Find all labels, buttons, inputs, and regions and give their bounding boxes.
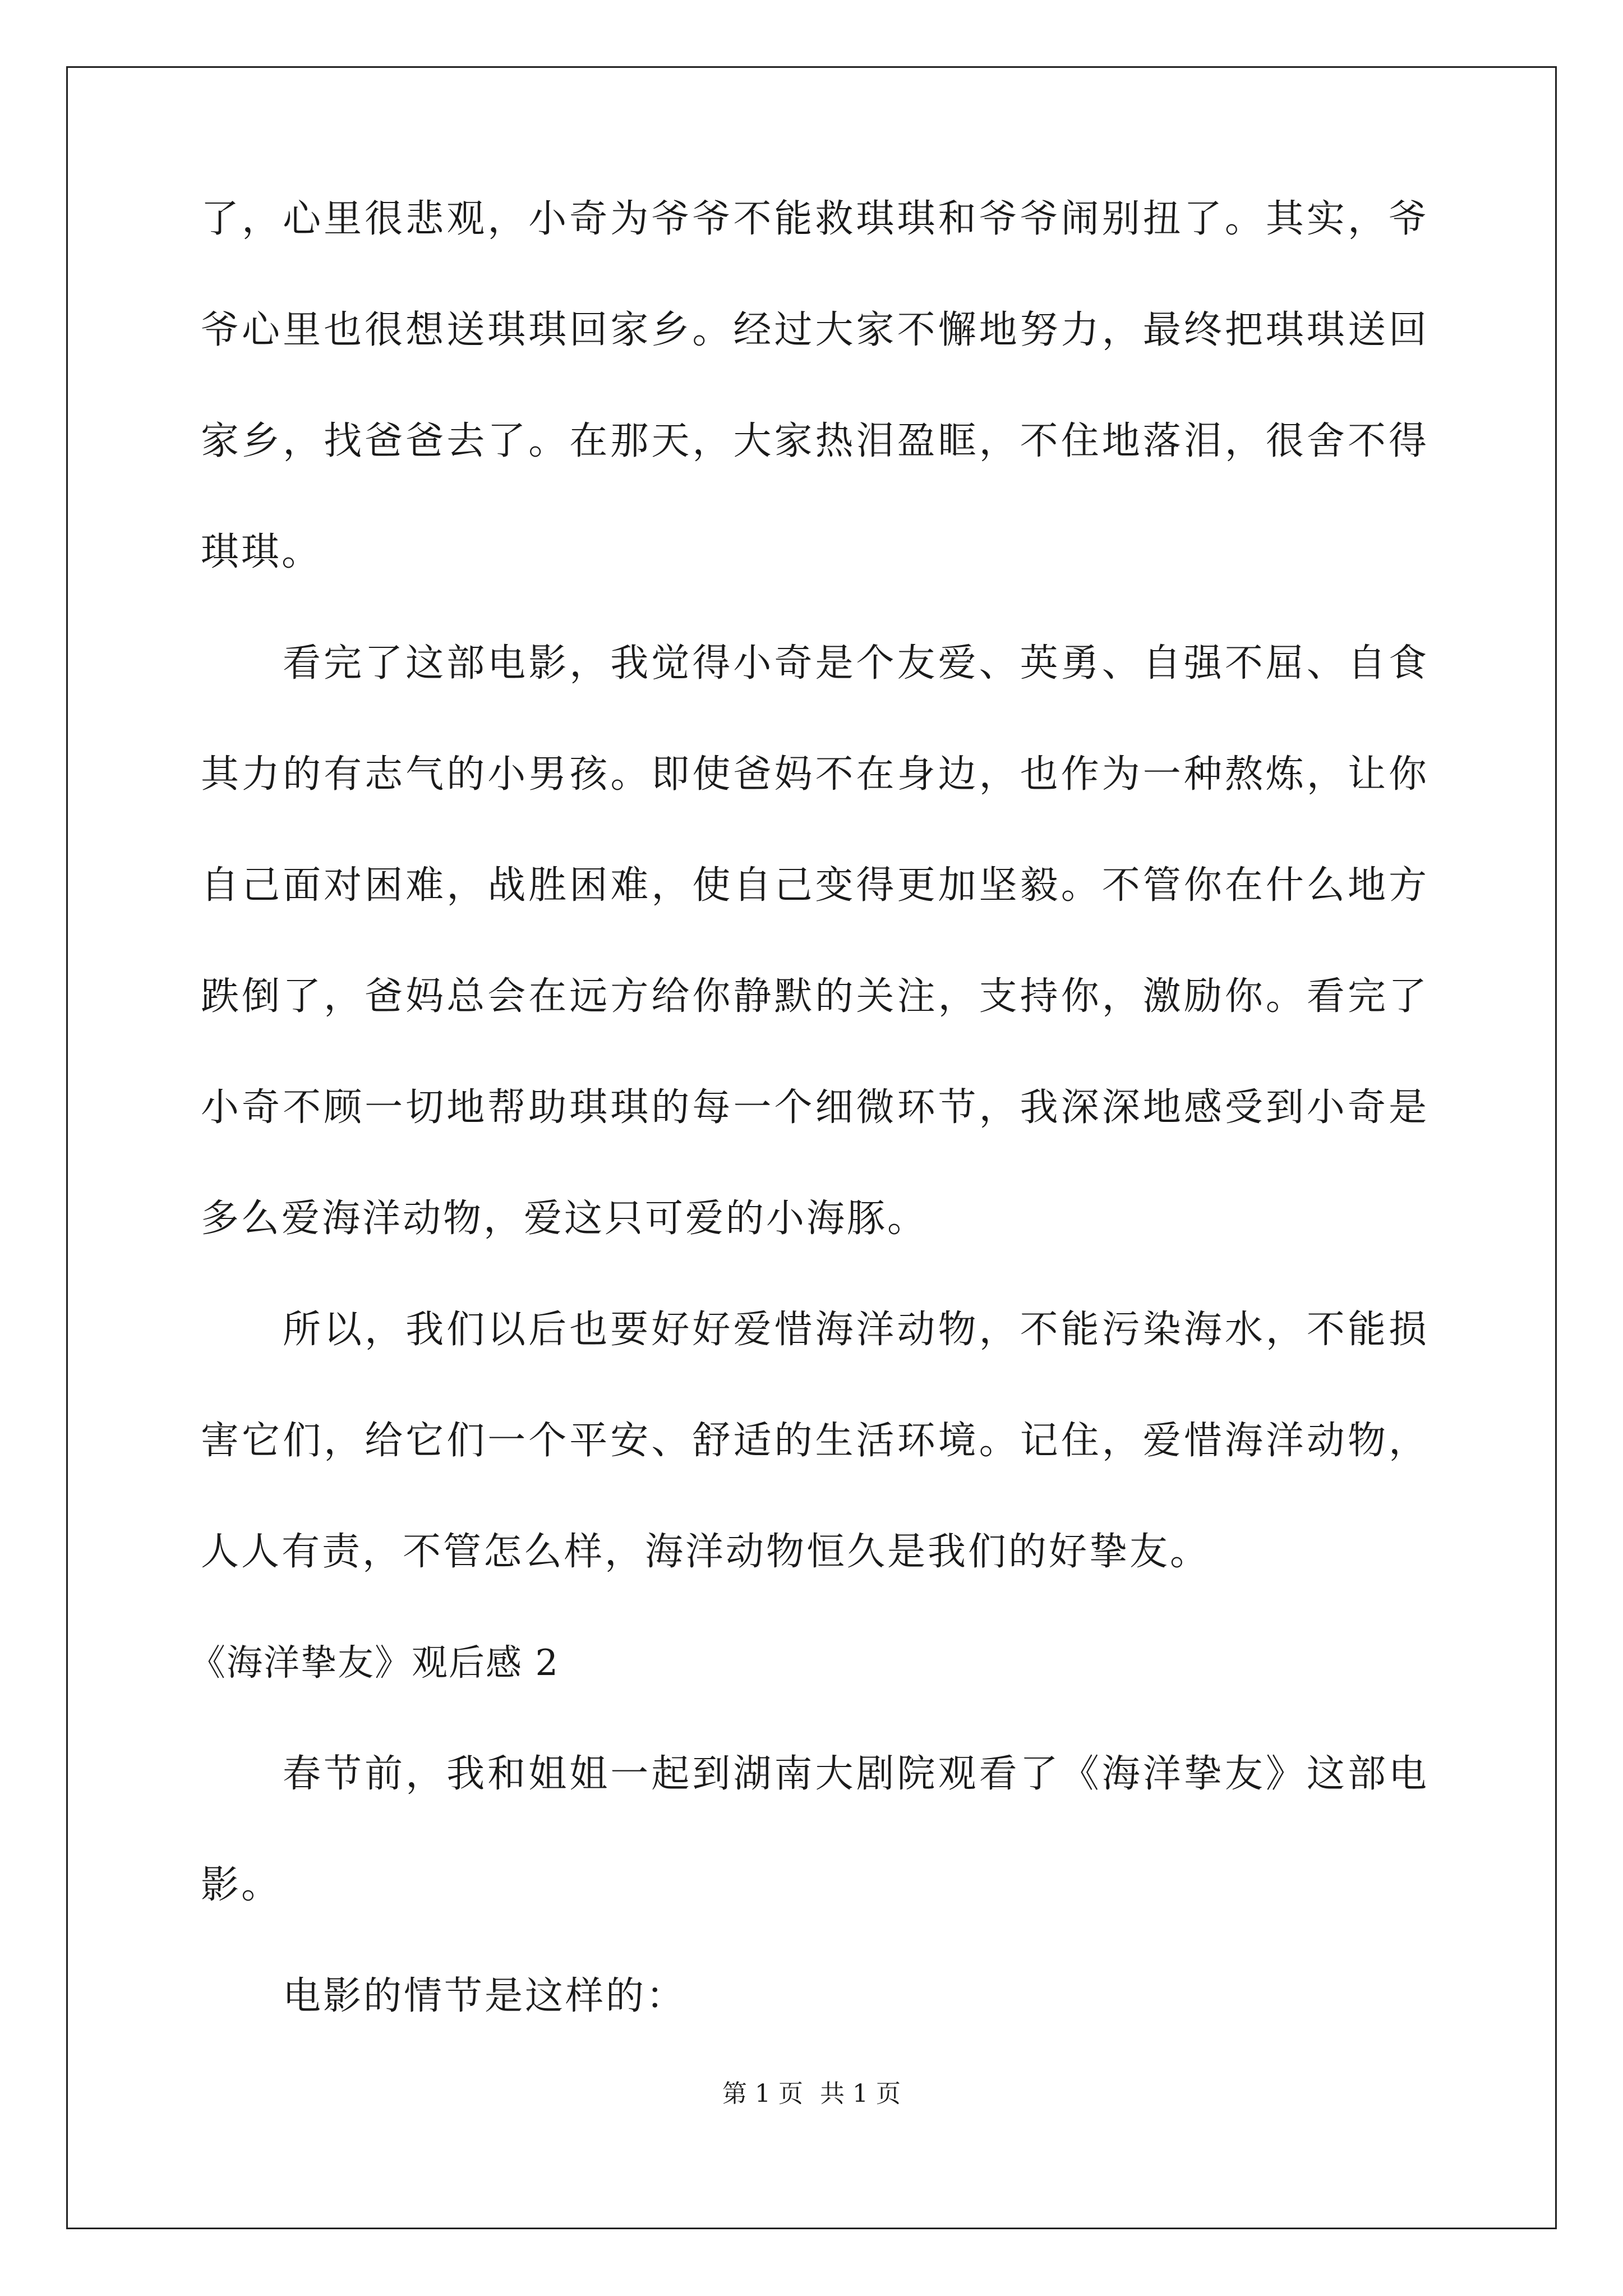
section-heading: 《海洋挚友》观后感 2 [190,1642,560,1684]
paragraph-line: 春节前，我和姐姐一起到湖南大剧院观看了《海洋挚友》这部电 [283,1752,1429,1796]
page-total: 共 1 页 [820,2079,901,2108]
paragraph-line: 人人有责，不管怎么样，海洋动物恒久是我们的好挚友。 [201,1530,1211,1574]
document-body [190,194,1429,2082]
paragraph-line: 跌倒了，爸妈总会在远方给你静默的关注，支持你，激励你。看完了 [201,974,1429,1019]
paragraph-line: 多么爱海洋动物，爱这只可爱的小海豚。 [201,1197,928,1241]
page-footer [0,2077,1623,2111]
paragraph-line: 影。 [201,1863,282,1907]
paragraph-line: 了，心里很悲观，小奇为爷爷不能救琪琪和爷爷闹别扭了。其实，爷 [201,197,1429,241]
paragraph-line: 害它们，给它们一个平安、舒适的生活环境。记住，爱惜海洋动物， [201,1419,1429,1463]
paragraph-line: 所以，我们以后也要好好爱惜海洋动物，不能污染海水，不能损 [283,1308,1429,1352]
paragraph-line: 自己面对困难，战胜困难，使自己变得更加坚毅。不管你在什么地方 [201,863,1429,908]
paragraph-line: 小奇不顾一切地帮助琪琪的每一个细微环节，我深深地感受到小奇是 [201,1085,1429,1130]
paragraph-line: 琪琪。 [201,530,322,574]
paragraph-line: 看完了这部电影，我觉得小奇是个友爱、英勇、自强不屈、自食 [283,641,1429,685]
paragraph-line: 电影的情节是这样的： [283,1974,687,2018]
paragraph-line: 其力的有志气的小男孩。即使爸妈不在身边，也作为一种熬炼，让你 [201,752,1429,797]
page-number: 第 1 页 [722,2079,803,2108]
paragraph-line: 爷心里也很想送琪琪回家乡。经过大家不懈地努力，最终把琪琪送回 [201,308,1429,352]
paragraph-line: 家乡，找爸爸去了。在那天，大家热泪盈眶，不住地落泪，很舍不得 [201,419,1429,463]
